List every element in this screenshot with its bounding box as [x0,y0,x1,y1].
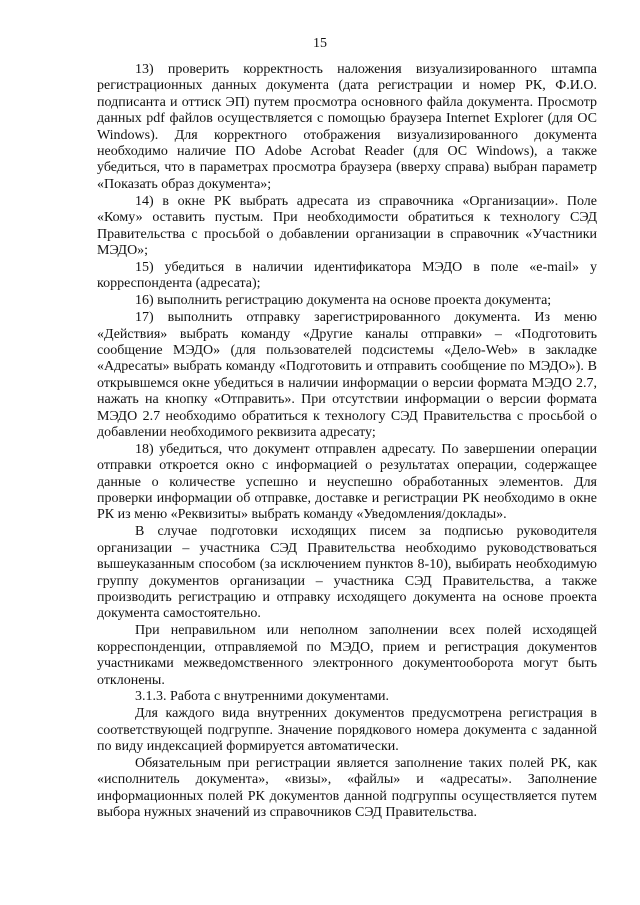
paragraph-item-17: 17) выполнить отправку зарегистрированного документа. Из меню «Действия» выбрать команду «Другие каналы отправки» – «Подготовить сообщение МЭДО» (для пользователей подсистемы «Дело-Web» в закладке «Адресаты» выбрать команду «Подготовить и отправить сообщение по МЭДО»). В открывшемся окне убедиться в наличии информации о версии формата МЭДО 2.7, нажать на кнопку «Отправить». При отсутствии информации о версии формата МЭДО 2.7 необходимо обратиться к технологу СЭД Правительства с просьбой о добавлении необходимого реквизита адресату; [97,310,597,440]
paragraph-required-fields: Обязательным при регистрации является заполнение таких полей РК, как «исполнитель документа», «визы», «файлы» и «адресаты». Заполнение информационных полей РК документов данной подгруппы осуществляется путем выбора нужных значений из справочников СЭД Правительства. [97,756,597,821]
paragraph-item-14: 14) в окне РК выбрать адресата из справочника «Организации». Поле «Кому» оставить пустым. При необходимости обратиться к технологу СЭД Правительства с просьбой о добавлении организации в справочник «Участники МЭДО»; [97,193,597,258]
paragraph-item-15: 15) убедиться в наличии идентификатора МЭДО в поле «e-mail» у корреспондента (адресата); [97,259,597,292]
paragraph-item-16: 16) выполнить регистрацию документа на основе проекта документа; [135,293,552,309]
paragraph-outgoing-letters: В случае подготовки исходящих писем за подписью руководителя организации – участника СЭД Правительства необходимо руководствоваться вышеуказанным способом (за исключением пунктов 8-10), выбирать необходимую группу документов организации – участника СЭД Правительства, а также производить регистрацию и отправку исходящего документа на основе проекта документа самостоятельно. [97,524,597,622]
section-heading: 3.1.3. Работа с внутренними документами. [135,689,390,705]
paragraph-item-18: 18) убедиться, что документ отправлен адресату. По завершении операции отправки откроется окно с информацией о результатах операции, содержащее данные о количестве успешно и неуспешно обработанных элементов. Для проверки информации об отправке, доставке и регистрации РК необходимо в окне РК из меню «Реквизиты» выбрать команду «Уведомления/доклады». [97,441,597,523]
page-number: 15 [313,36,327,51]
paragraph-rejection-note: При неправильном или неполном заполнении всех полей исходящей корреспонденции, отправляемой по МЭДО, прием и регистрация документов участниками межведомственного электронного документооборота могут быть отклонены. [97,623,597,688]
paragraph-internal-docs: Для каждого вида внутренних документов предусмотрена регистрация в соответствующей подгруппе. Значение порядкового номера документа с заданной по виду индексацией формируется автоматически. [97,706,597,755]
document-body [97,62,597,822]
paragraph-item-13: 13) проверить корректность наложения визуализированного штампа регистрационных данных документа (дата регистрации и номер РК, Ф.И.О. подписанта и оттиск ЭП) путем просмотра основного файла документа. Просмотр данных pdf файлов осуществляется с помощью браузера Internet Explorer (для ОС Windows). Для корректного отображения визуализированного документа необходимо наличие ПО Adobe Acrobat Reader (для ОС Windows), а также убедиться, что в параметрах просмотра браузера (вверху справа) выбран параметр «Показать образ документа»; [97,62,597,192]
